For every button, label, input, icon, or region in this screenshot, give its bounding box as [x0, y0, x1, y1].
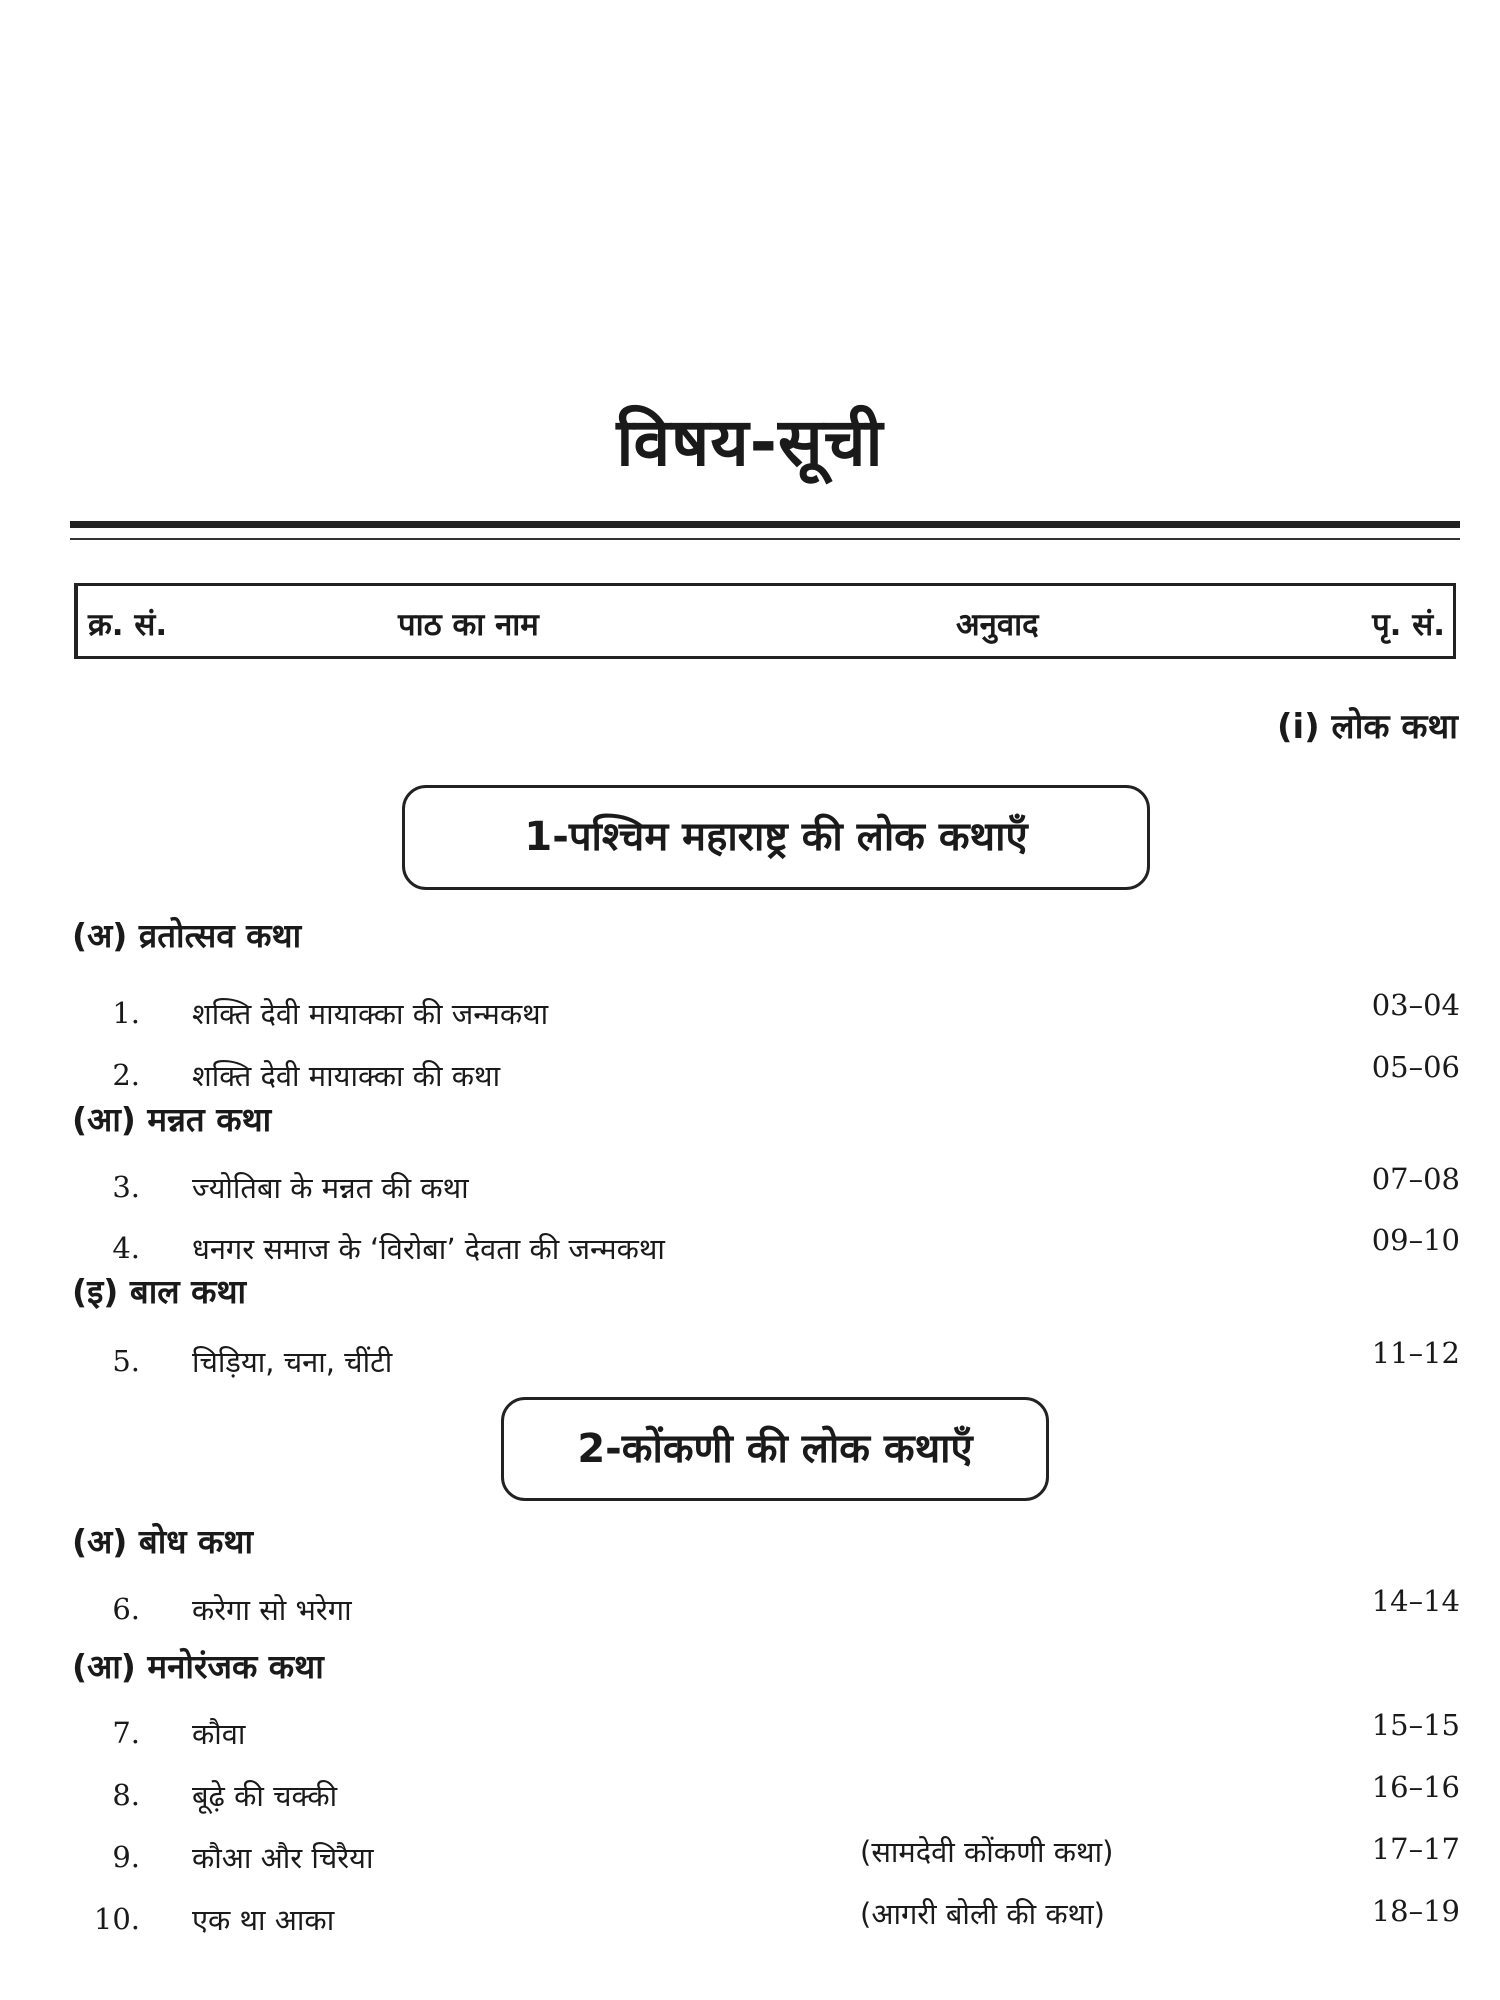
header-page-number: पृ. सं. [1372, 607, 1445, 643]
toc-entry[interactable] [0, 1832, 1500, 1876]
entry-number: 8. [112, 1778, 140, 1812]
entry-pages: 05–06 [1371, 1050, 1460, 1084]
entry-pages: 11–12 [1371, 1336, 1460, 1370]
title-rule-thick [70, 521, 1460, 528]
header-lesson-name: पाठ का नाम [398, 607, 539, 643]
entry-pages: 16–16 [1371, 1770, 1460, 1804]
entry-number: 6. [112, 1592, 140, 1626]
category-label: (i) लोक कथा [1276, 707, 1458, 747]
subsection-heading: (अ) बोध कथा [72, 1522, 254, 1561]
entry-translation: (सामदेवी कोंकणी कथा) [860, 1835, 1114, 1869]
toc-entry[interactable] [0, 1894, 1500, 1938]
toc-entry[interactable] [0, 1223, 1500, 1267]
entry-translation: (आगरी बोली की कथा) [860, 1897, 1105, 1931]
entry-title: धनगर समाज के ‘विरोबा’ देवता की जन्मकथा [192, 1232, 665, 1266]
table-header [74, 583, 1456, 659]
title-rule-thin [70, 538, 1460, 540]
entry-number: 5. [112, 1344, 140, 1378]
entry-pages: 03–04 [1371, 988, 1460, 1022]
entry-title: कौआ और चिरैया [192, 1841, 374, 1875]
entry-title: बूढ़े की चक्की [192, 1779, 338, 1813]
entry-pages: 15–15 [1371, 1708, 1460, 1742]
toc-entry[interactable] [0, 1708, 1500, 1752]
entry-title: एक था आका [192, 1903, 335, 1937]
toc-entry[interactable] [0, 1050, 1500, 1094]
entry-number: 10. [93, 1902, 140, 1936]
entry-number: 4. [112, 1231, 140, 1265]
entry-title: चिड़िया, चना, चींटी [192, 1345, 393, 1379]
entry-pages: 09–10 [1371, 1223, 1460, 1257]
entry-number: 9. [112, 1840, 140, 1874]
section-box-1: 1-पश्चिम महाराष्ट्र की लोक कथाएँ [402, 785, 1150, 890]
entry-title: शक्ति देवी मायाक्का की कथा [192, 1059, 501, 1093]
entry-title: शक्ति देवी मायाक्का की जन्मकथा [192, 997, 549, 1031]
header-translation: अनुवाद [956, 607, 1039, 643]
toc-entry[interactable] [0, 1770, 1500, 1814]
entry-title: ज्योतिबा के मन्नत की कथा [192, 1171, 469, 1205]
entry-title: करेगा सो भरेगा [192, 1593, 352, 1627]
subsection-heading: (इ) बाल कथा [72, 1272, 247, 1311]
subsection-heading: (अ) व्रतोत्सव कथा [72, 916, 302, 955]
entry-number: 2. [112, 1058, 140, 1092]
subsection-heading: (आ) मनोरंजक कथा [72, 1647, 324, 1686]
entry-pages: 17–17 [1371, 1832, 1460, 1866]
header-serial: क्र. सं. [88, 607, 168, 643]
subsection-heading: (आ) मन्नत कथा [72, 1100, 272, 1139]
toc-entry[interactable] [0, 988, 1500, 1032]
page-title: विषय-सूची [616, 404, 884, 481]
entry-pages: 07–08 [1371, 1162, 1460, 1196]
entry-number: 1. [112, 996, 140, 1030]
entry-pages: 18–19 [1371, 1894, 1460, 1928]
entry-pages: 14–14 [1371, 1584, 1460, 1618]
entry-title: कौवा [192, 1717, 246, 1751]
entry-number: 3. [112, 1170, 140, 1204]
toc-entry[interactable] [0, 1162, 1500, 1206]
section-box-2: 2-कोंकणी की लोक कथाएँ [501, 1397, 1049, 1501]
toc-entry[interactable] [0, 1584, 1500, 1628]
toc-entry[interactable] [0, 1336, 1500, 1380]
entry-number: 7. [112, 1716, 140, 1750]
